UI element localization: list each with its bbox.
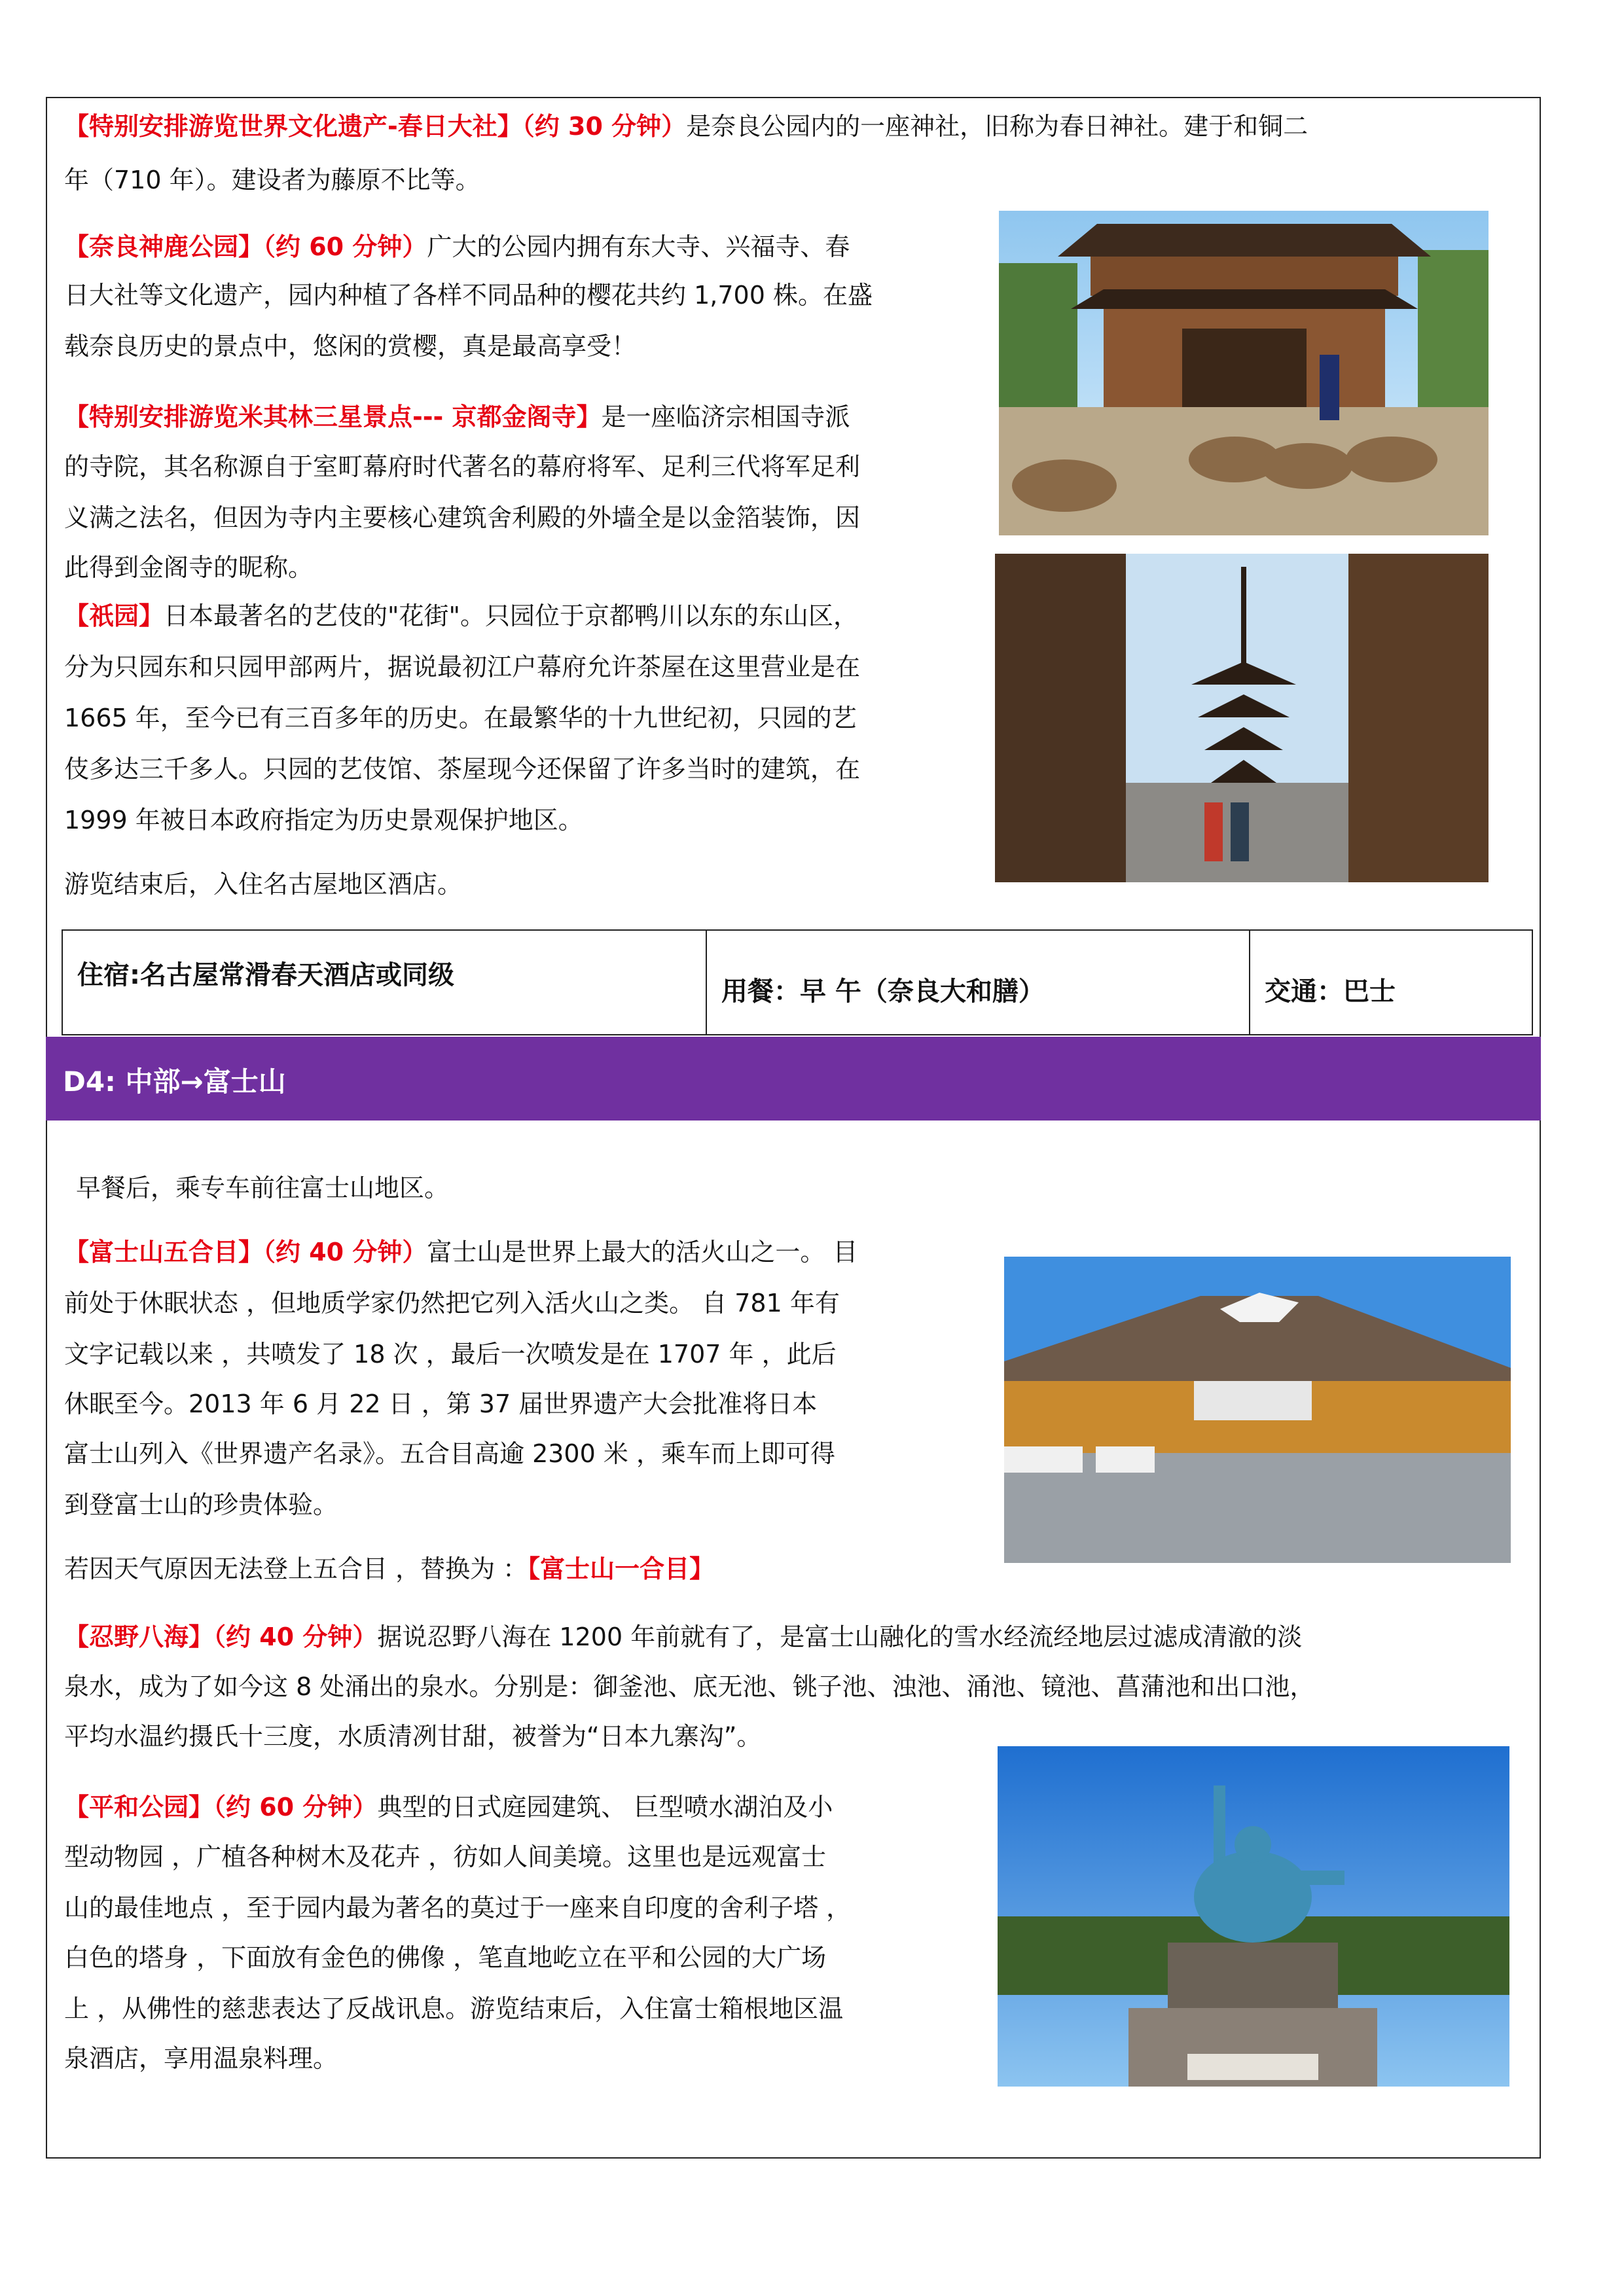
peace-park-line4: 白色的塔身 ，下面放有金色的佛像 ，笔直地屹立在平和公园的大广场 (64, 1943, 827, 1972)
meals-cell (707, 931, 1250, 1034)
kinkakuji-line2: 的寺院，其名称源自于室町幕府时代著名的幕府将军、足利三代将军足利 (64, 452, 861, 481)
peace-park-line2: 型动物园 ，广植各种树木及花卉 ，彷如人间美境。这里也是远观富士 (64, 1842, 827, 1871)
mount-fuji-photo (1004, 1257, 1511, 1563)
peace-park-title: 【平和公园】（约 60 分钟） (64, 1793, 378, 1821)
gion-line4: 伎多达三千多人。只园的艺伎馆、茶屋现今还保留了许多当时的建筑，在 (64, 755, 861, 783)
transport-text: 交通：巴士 (1265, 976, 1396, 1007)
kinkakuji-title: 【特别安排游览米其林三星景点--- 京都金阁寺】 (64, 403, 602, 431)
nara-deer-gate-photo (999, 211, 1489, 535)
nara-park-paragraph: 【奈良神鹿公园】（约 60 分钟）广大的公园内拥有东大寺、兴福寺、春 (64, 232, 850, 261)
hotel-note: 游览结束后，入住名古屋地区酒店。 (64, 870, 463, 899)
oshino-line2: 泉水，成为了如今这 8 处涌出的泉水。分别是：御釜池、底无池、铫子池、浊池、涌池、镜池、菖蒲池和出口池， (64, 1672, 1315, 1701)
fuji-5th-line5: 富士山列入《世界遗产名录》。五合目高逾 2300 米 ，乘车而上即可得 (64, 1439, 835, 1468)
day4-header-band (46, 1037, 1541, 1121)
peace-statue-photo (998, 1746, 1509, 2087)
fuji-5th-paragraph: 【富士山五合目】（约 40 分钟）富士山是世界上最大的活火山之一。 目 (64, 1238, 858, 1266)
peace-park-line3: 山的最佳地点 ，至于园内最为著名的莫过于一座来自印度的舍利子塔 ， (64, 1893, 852, 1922)
weather-alternative: 若因天气原因无法登上五合目 ，替换为 ：【富士山一合目】 (64, 1554, 715, 1583)
kasuga-paragraph: 【特别安排游览世界文化遗产-春日大社】（约 30 分钟）是奈良公园内的一座神社，旧称为春日神社。建于和铜二 (64, 112, 1308, 141)
peace-park-paragraph: 【平和公园】（约 60 分钟）典型的日式庭园建筑、 巨型喷水湖泊及小 (64, 1793, 833, 1821)
nara-park-title: 【奈良神鹿公园】（约 60 分钟） (64, 232, 427, 261)
meals-text: 用餐：早 午（奈良大和膳） (721, 976, 1045, 1007)
kinkakuji-line3: 义满之法名，但因为寺内主要核心建筑舍利殿的外墙全是以金箔装饰，因 (64, 503, 861, 532)
fuji-5th-line4: 休眠至今。2013 年 6 月 22 日 ，第 37 届世界遗产大会批准将日本 (64, 1390, 818, 1418)
kinkakuji-paragraph: 【特别安排游览米其林三星景点--- 京都金阁寺】是一座临济宗相国寺派 (64, 403, 850, 431)
gion-pagoda-street-photo (995, 554, 1489, 882)
fuji-1st-title: 【富士山一合目】 (528, 1554, 715, 1583)
fuji-5th-title: 【富士山五合目】（约 40 分钟） (64, 1238, 427, 1266)
gion-paragraph: 【祇园】日本最著名的艺伎的"花街"。只园位于京都鸭川以东的东山区， (64, 601, 858, 630)
fuji-5th-line2: 前处于休眠状态 ，但地质学家仍然把它列入活火山之类。 自 781 年有 (64, 1289, 840, 1318)
day4-intro: 早餐后，乘专车前往富士山地区。 (76, 1174, 450, 1202)
kasuga-paragraph-cont: 年（710 年）。建设者为藤原不比等。 (64, 166, 480, 194)
peace-park-line5: 上 ，从佛性的慈悲表达了反战讯息。游览结束后，入住富士箱根地区温 (64, 1994, 844, 2023)
kasuga-title: 【特别安排游览世界文化遗产-春日大社】（约 30 分钟） (64, 112, 687, 141)
nara-park-line2: 日大社等文化遗产，园内种植了各样不同品种的樱花共约 1,700 株。在盛 (64, 281, 873, 310)
oshino-title: 【忍野八海】（约 40 分钟） (64, 1623, 378, 1651)
fuji-5th-line6: 到登富士山的珍贵体验。 (64, 1490, 338, 1519)
kinkakuji-line4: 此得到金阁寺的昵称。 (64, 553, 314, 582)
gion-line5: 1999 年被日本政府指定为历史景观保护地区。 (64, 806, 583, 834)
oshino-paragraph: 【忍野八海】（约 40 分钟）据说忍野八海在 1200 年前就有了，是富士山融化的雪水经流经地层过滤成清澈的淡 (64, 1623, 1303, 1651)
day4-title: D4: 中部→富士山 (63, 1066, 286, 1098)
stay-text: 住宿:名古屋常滑春天酒店或同级 (77, 960, 454, 990)
gion-title: 【祇园】 (64, 601, 164, 630)
oshino-line3: 平均水温约摄氏十三度，水质清冽甘甜，被誉为“日本九寨沟”。 (64, 1722, 762, 1751)
gion-line2: 分为只园东和只园甲部两片，据说最初江户幕府允许茶屋在这里营业是在 (64, 653, 861, 681)
day-info-table (62, 929, 1533, 1035)
fuji-5th-line3: 文字记载以来 ，共喷发了 18 次 ，最后一次喷发是在 1707 年 ，此后 (64, 1340, 837, 1369)
transport-cell (1250, 931, 1532, 1034)
stay-cell (63, 931, 707, 1034)
peace-park-line6: 泉酒店，享用温泉料理。 (64, 2044, 338, 2073)
nara-park-line3: 载奈良历史的景点中，悠闲的赏樱，真是最高享受！ (64, 332, 637, 361)
gion-line3: 1665 年，至今已有三百多年的历史。在最繁华的十九世纪初，只园的艺 (64, 704, 857, 732)
